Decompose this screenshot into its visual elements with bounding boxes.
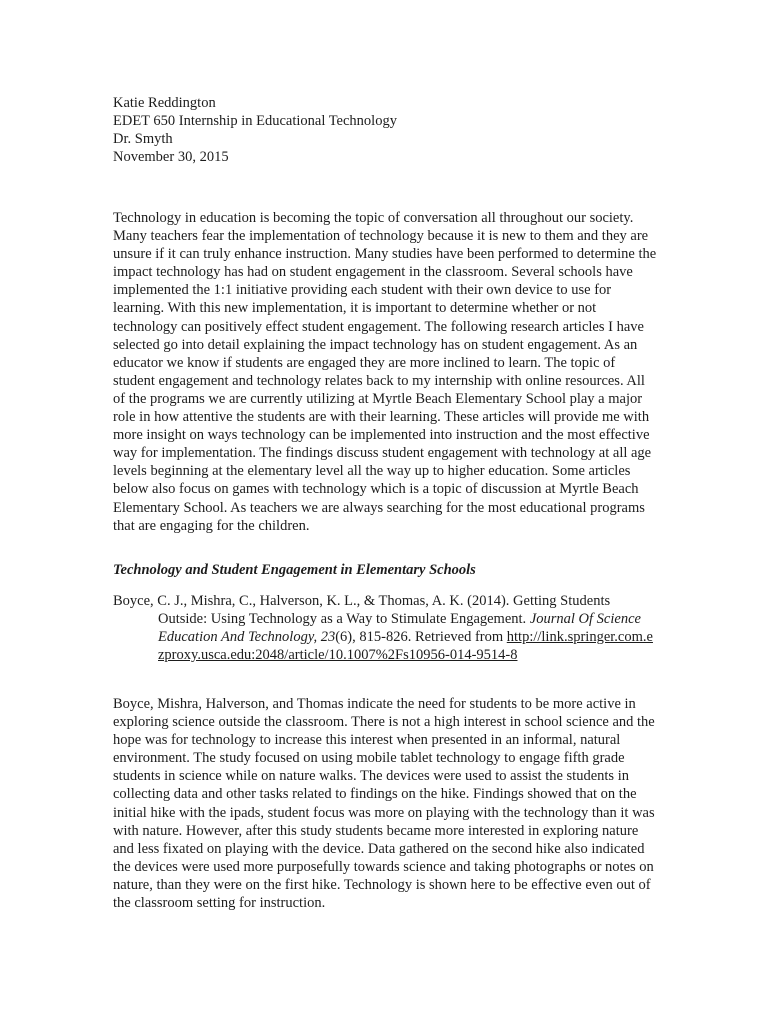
instructor-name: Dr. Smyth [113, 131, 173, 148]
citation-journal: Journal Of Science Education And Technology, 23 [158, 611, 641, 646]
document-header [113, 94, 673, 166]
citation-authors-title: Boyce, C. J., Mishra, C., Halverson, K. L., & Thomas, A. K. (2014). Getting Students Outside: Using Technology as a Way to Stimulate Engagement. [113, 593, 611, 628]
reference-citation [113, 592, 653, 664]
citation-issue-pages: (6), 815-826. Retrieved from [335, 629, 507, 646]
course-title: EDET 650 Internship in Educational Technology [113, 113, 397, 130]
summary-paragraph: Boyce, Mishra, Halverson, and Thomas indicate the need for students to be more active in exploring science outside the classroom. There is not a high interest in school science and the hope was for technology to increase this interest when presented in an informal, natural environment. The study focused on using mobile tablet technology to engage fifth grade students in science while on nature walks. The devices were used to assist the students in collecting data and other tasks related to findings on the hike. Findings showed that on the initial hike with the ipads, student focus was more on playing with the technology than it was with nature. However, after this study students became more interested in exploring nature and less fixated on playing with the device. Data gathered on the second hike also indicated the devices were used more purposefully towards science and taking photographs or notes on nature, than they were on the first hike. Technology is shown here to be effective even out of the classroom setting for instruction. [113, 696, 655, 912]
citation-link[interactable]: http://link.springer.com.ezproxy.usca.edu:2048/article/10.1007%2Fs10956-014-9514-8 [158, 629, 653, 664]
document-date: November 30, 2015 [113, 149, 229, 166]
section-heading: Technology and Student Engagement in Elementary Schools [113, 562, 476, 578]
author-name: Katie Reddington [113, 95, 216, 111]
intro-paragraph: Technology in education is becoming the topic of conversation all throughout our society. Many teachers fear the implementation of technology because it is new to them and they are unsure if it can truly enhance instruction. Many studies have been performed to determine the impact technology has had on student engagement in the classroom. Several schools have implemented the 1:1 initiative providing each student with their own device to use for learning. With this new implementation, it is important to determine whether or not technology can positively effect student engagement. The following research articles I have selected go into detail explaining the impact technology has on student engagement. As an educator we know if students are engaged they are more inclined to learn. The topic of student engagement and technology relates back to my internship with online resources. All of the programs we are currently utilizing at Myrtle Beach Elementary School play a major role in how attentive the students are with their learning. These articles will provide me with more insight on ways technology can be implemented into instruction and the most effective way for implementation. The findings discuss student engagement with technology at all age levels beginning at the elementary level all the way up to higher education. Some articles below also focus on games with technology which is a topic of discussion at Myrtle Beach Elementary School. As teachers we are always searching for the most educational programs that are engaging for the children. [113, 210, 657, 534]
